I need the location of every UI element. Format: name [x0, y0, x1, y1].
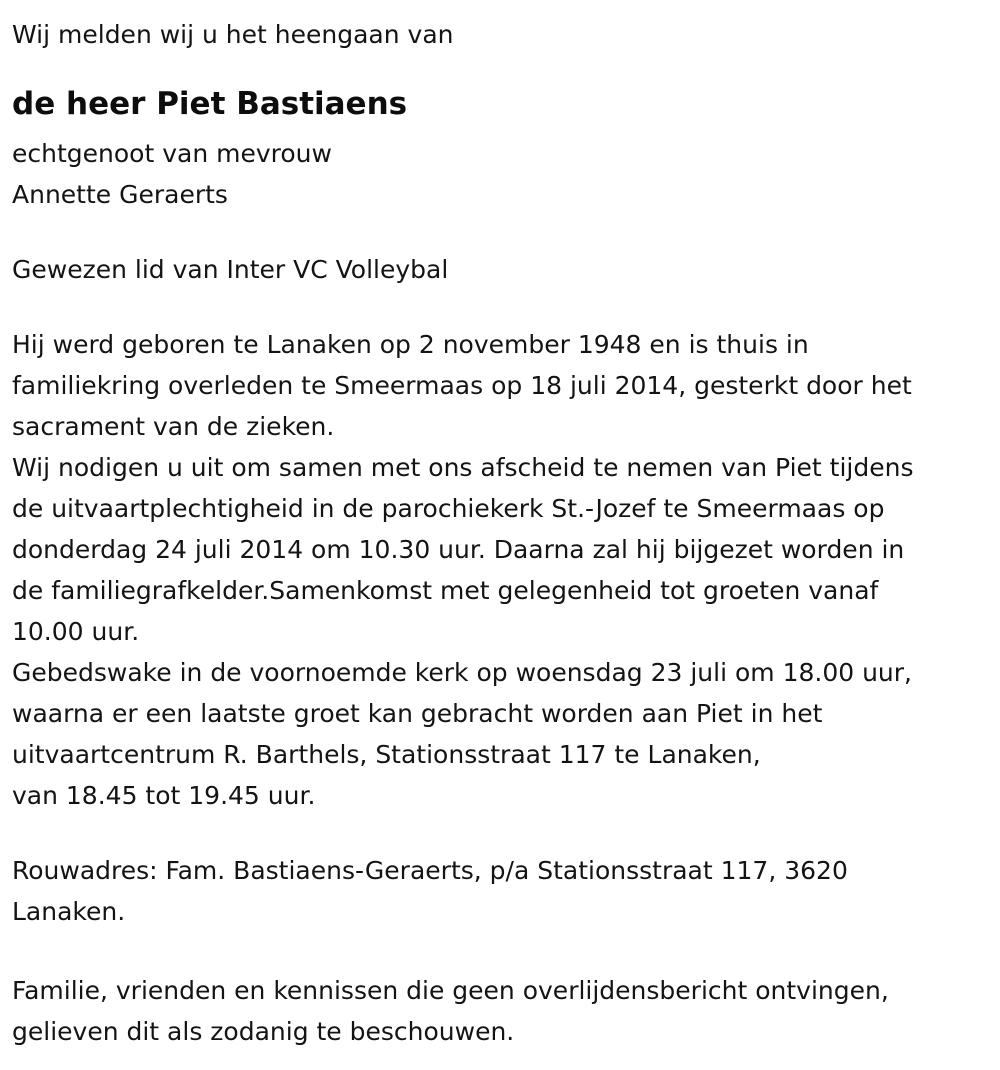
closing-line: Familie, vrienden en kennissen die geen overlijdensbericht ontvingen,	[12, 976, 889, 1005]
spacer-before-closing	[12, 932, 970, 970]
intro-text: Wij melden wij u het heengaan van	[12, 20, 454, 49]
spacer-after-membership	[12, 290, 970, 324]
biography-line: de uitvaartplechtigheid in de parochiekerk St.-Jozef te Smeermaas op	[12, 494, 885, 523]
biography-line: sacrament van de zieken.	[12, 412, 335, 441]
biography-line: Wij nodigen u uit om samen met ons afscheid te nemen van Piet tijdens	[12, 453, 914, 482]
biography-line: donderdag 24 juli 2014 om 10.30 uur. Daarna zal hij bijgezet worden in	[12, 535, 905, 564]
spacer-before-address	[12, 816, 970, 850]
biography-block	[12, 324, 970, 816]
biography-line: waarna er een laatste groet kan gebracht worden aan Piet in het	[12, 699, 823, 728]
spouse-line-1: echtgenoot van mevrouw	[12, 139, 332, 168]
closing-line: gelieven dit als zodanig te beschouwen.	[12, 1017, 515, 1046]
biography-line: Gebedswake in de voornoemde kerk op woensdag 23 juli om 18.00 uur,	[12, 658, 912, 687]
membership-line: Gewezen lid van Inter VC Volleybal	[12, 255, 449, 284]
deceased-name: de heer Piet Bastiaens	[12, 86, 408, 122]
biography-line: uitvaartcentrum R. Barthels, Stationsstraat 117 te Lanaken,	[12, 740, 761, 769]
biography-line: 10.00 uur.	[12, 617, 140, 646]
biography-line: van 18.45 tot 19.45 uur.	[12, 781, 316, 810]
spacer-after-spouse	[12, 215, 970, 249]
mourning-address-line: Rouwadres: Fam. Bastiaens-Geraerts, p/a Stationsstraat 117, 3620	[12, 856, 848, 885]
mourning-address-block	[12, 850, 970, 932]
biography-line: de familiegrafkelder.Samenkomst met gelegenheid tot groeten vanaf	[12, 576, 879, 605]
spouse-line-2: Annette Geraerts	[12, 180, 228, 209]
closing-block	[12, 970, 970, 1052]
mourning-address-line: Lanaken.	[12, 897, 126, 926]
biography-line: Hij werd geboren te Lanaken op 2 november 1948 en is thuis in	[12, 330, 809, 359]
biography-line: familiekring overleden te Smeermaas op 18 juli 2014, gesterkt door het	[12, 371, 912, 400]
